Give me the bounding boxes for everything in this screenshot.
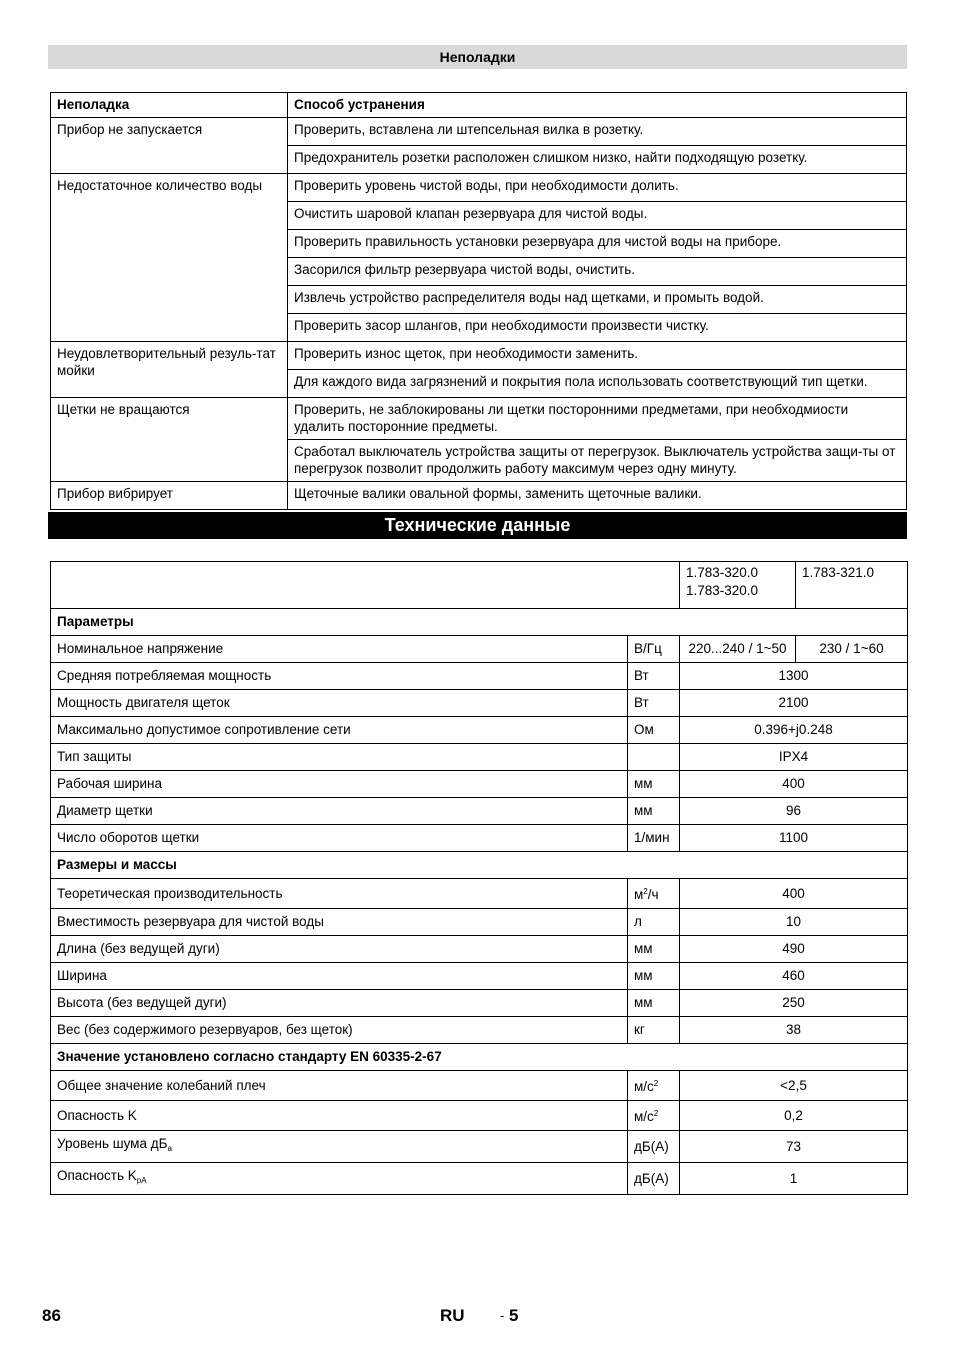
remedy-cell: Проверить, не заблокированы ли щетки посторонними предметами, при необходмиости удалить посторонние предметы. (288, 398, 907, 440)
data-row (51, 990, 908, 1017)
remedy-cell: Сработал выключатель устройства защиты от перегрузок. Выключатель устройства защи-ты от перегрузок позволит продолжить работу максимум через одну минуту. (288, 440, 907, 482)
row-unit: кг (628, 1017, 680, 1044)
data-row (51, 690, 908, 717)
remedy-cell: Проверить уровень чистой воды, при необходимости долить. (288, 174, 907, 202)
table-row (51, 118, 907, 146)
data-row (51, 744, 908, 771)
data-row (51, 663, 908, 690)
page-number: 86 (42, 1306, 61, 1325)
remedy-cell: Извлечь устройство распределителя воды над щетками, и промыть водой. (288, 286, 907, 314)
row-value: 1100 (680, 825, 908, 852)
row-label: Длина (без ведущей дуги) (51, 936, 628, 963)
table-header-row (51, 93, 907, 118)
row-value: 490 (680, 936, 908, 963)
row-value: 73 (680, 1131, 908, 1163)
problem-cell: Щетки не вращаются (51, 398, 288, 482)
row-label: Максимально допустимое сопротивление сети (51, 717, 628, 744)
row-unit: мм (628, 963, 680, 990)
problem-cell: Прибор не запускается (51, 118, 288, 174)
row-label: Высота (без ведущей дуги) (51, 990, 628, 1017)
row-value: IPX4 (680, 744, 908, 771)
remedy-cell: Предохранитель розетки расположен слишком низко, найти подходящую розетку. (288, 146, 907, 174)
col-header-remedy: Способ устранения (288, 93, 907, 118)
footer-dash: - (500, 1308, 505, 1323)
remedy-cell: Проверить правильность установки резервуара для чистой воды на приборе. (288, 230, 907, 258)
row-label: Рабочая ширина (51, 771, 628, 798)
remedy-cell: Проверить, вставлена ли штепсельная вилка в розетку. (288, 118, 907, 146)
row-unit: мм (628, 936, 680, 963)
row-label: Тип защиты (51, 744, 628, 771)
data-row (51, 1131, 908, 1163)
remedy-cell: Проверить износ щеток, при необходимости заменить. (288, 342, 907, 370)
row-unit: $м/с^2$ (628, 1071, 680, 1101)
row-value: 400 (680, 879, 908, 909)
row-value: <2,5 (680, 1071, 908, 1101)
data-row (51, 909, 908, 936)
data-row (51, 771, 908, 798)
data-row (51, 936, 908, 963)
empty-cell (51, 562, 680, 609)
row-label: Опасность K (51, 1101, 628, 1131)
problem-cell: Прибор вибрирует (51, 482, 288, 510)
row-unit: Вт (628, 690, 680, 717)
row-value: 400 (680, 771, 908, 798)
section-header: Неполадки (48, 45, 907, 69)
row-unit: 1/мин (628, 825, 680, 852)
row-label: Номинальное напряжение (51, 636, 628, 663)
tech-data-table (50, 561, 908, 1195)
row-value: 230 / 1~60 (796, 636, 908, 663)
row-label: Средняя потребляемая мощность (51, 663, 628, 690)
data-row (51, 963, 908, 990)
row-value: 1300 (680, 663, 908, 690)
col-header-problem: Неполадка (51, 93, 288, 118)
problem-cell: Неудовлетворительный резуль-тат мойки (51, 342, 288, 398)
row-label: Мощность двигателя щеток (51, 690, 628, 717)
model-col-1: 1.783-320.0 1.783-320.0 (680, 562, 796, 609)
row-label: Ширина (51, 963, 628, 990)
remedy-cell: Очистить шаровой клапан резервуара для чистой воды. (288, 202, 907, 230)
data-row (51, 825, 908, 852)
row-value: 0,2 (680, 1101, 908, 1131)
data-row (51, 1071, 908, 1101)
data-row (51, 879, 908, 909)
remedy-cell: Для каждого вида загрязнений и покрытия пола использовать соответствующий тип щетки. (288, 370, 907, 398)
row-unit: мм (628, 798, 680, 825)
row-label: Вместимость резервуара для чистой воды (51, 909, 628, 936)
row-label: Диаметр щетки (51, 798, 628, 825)
row-value: 1 (680, 1163, 908, 1195)
table-row (51, 398, 907, 440)
row-value: 38 (680, 1017, 908, 1044)
row-unit: л (628, 909, 680, 936)
row-label: Уровень шума $дБ_a$ (51, 1131, 628, 1163)
row-value: 2100 (680, 690, 908, 717)
section-row: Параметры (51, 609, 908, 636)
section-row: Значение установлено согласно стандарту EN 60335-2-67 (51, 1044, 908, 1071)
row-value: 10 (680, 909, 908, 936)
row-label: Общее значение колебаний плеч (51, 1071, 628, 1101)
row-unit: дБ(A) (628, 1131, 680, 1163)
row-unit: В/Гц (628, 636, 680, 663)
data-row (51, 798, 908, 825)
remedy-cell: Засорился фильтр резервуара чистой воды, очистить. (288, 258, 907, 286)
row-value: 220...240 / 1~50 (680, 636, 796, 663)
language-code: RU (440, 1306, 465, 1325)
data-row (51, 717, 908, 744)
voltage-row (51, 636, 908, 663)
row-unit: мм (628, 990, 680, 1017)
remedy-cell: Щеточные валики овальной формы, заменить щеточные валики. (288, 482, 907, 510)
row-unit: $м^2/ч$ (628, 879, 680, 909)
table-row (51, 342, 907, 370)
problem-cell: Недостаточное количество воды (51, 174, 288, 342)
model-col-2: 1.783-321.0 (796, 562, 908, 609)
data-row (51, 1163, 908, 1195)
row-unit: $м/с^2$ (628, 1101, 680, 1131)
row-value: 460 (680, 963, 908, 990)
remedy-cell: Проверить засор шлангов, при необходимости произвести чистку. (288, 314, 907, 342)
row-value: 96 (680, 798, 908, 825)
row-unit (628, 744, 680, 771)
row-unit: дБ(A) (628, 1163, 680, 1195)
section-page: 5 (509, 1306, 519, 1325)
models-row (51, 562, 908, 609)
data-row (51, 1017, 908, 1044)
row-label: Вес (без содержимого резервуаров, без щеток) (51, 1017, 628, 1044)
troubleshooting-table (50, 92, 907, 510)
row-label: Теоретическая производительность (51, 879, 628, 909)
section-row: Размеры и массы (51, 852, 908, 879)
table-row (51, 482, 907, 510)
row-value: 0.396+j0.248 (680, 717, 908, 744)
row-unit: мм (628, 771, 680, 798)
row-unit: Вт (628, 663, 680, 690)
row-label: Опасность $K_{pA}$ (51, 1163, 628, 1195)
row-unit: Ом (628, 717, 680, 744)
data-row (51, 1101, 908, 1131)
tech-data-title: Технические данные (48, 512, 907, 539)
table-row (51, 174, 907, 202)
row-label: Число оборотов щетки (51, 825, 628, 852)
row-value: 250 (680, 990, 908, 1017)
